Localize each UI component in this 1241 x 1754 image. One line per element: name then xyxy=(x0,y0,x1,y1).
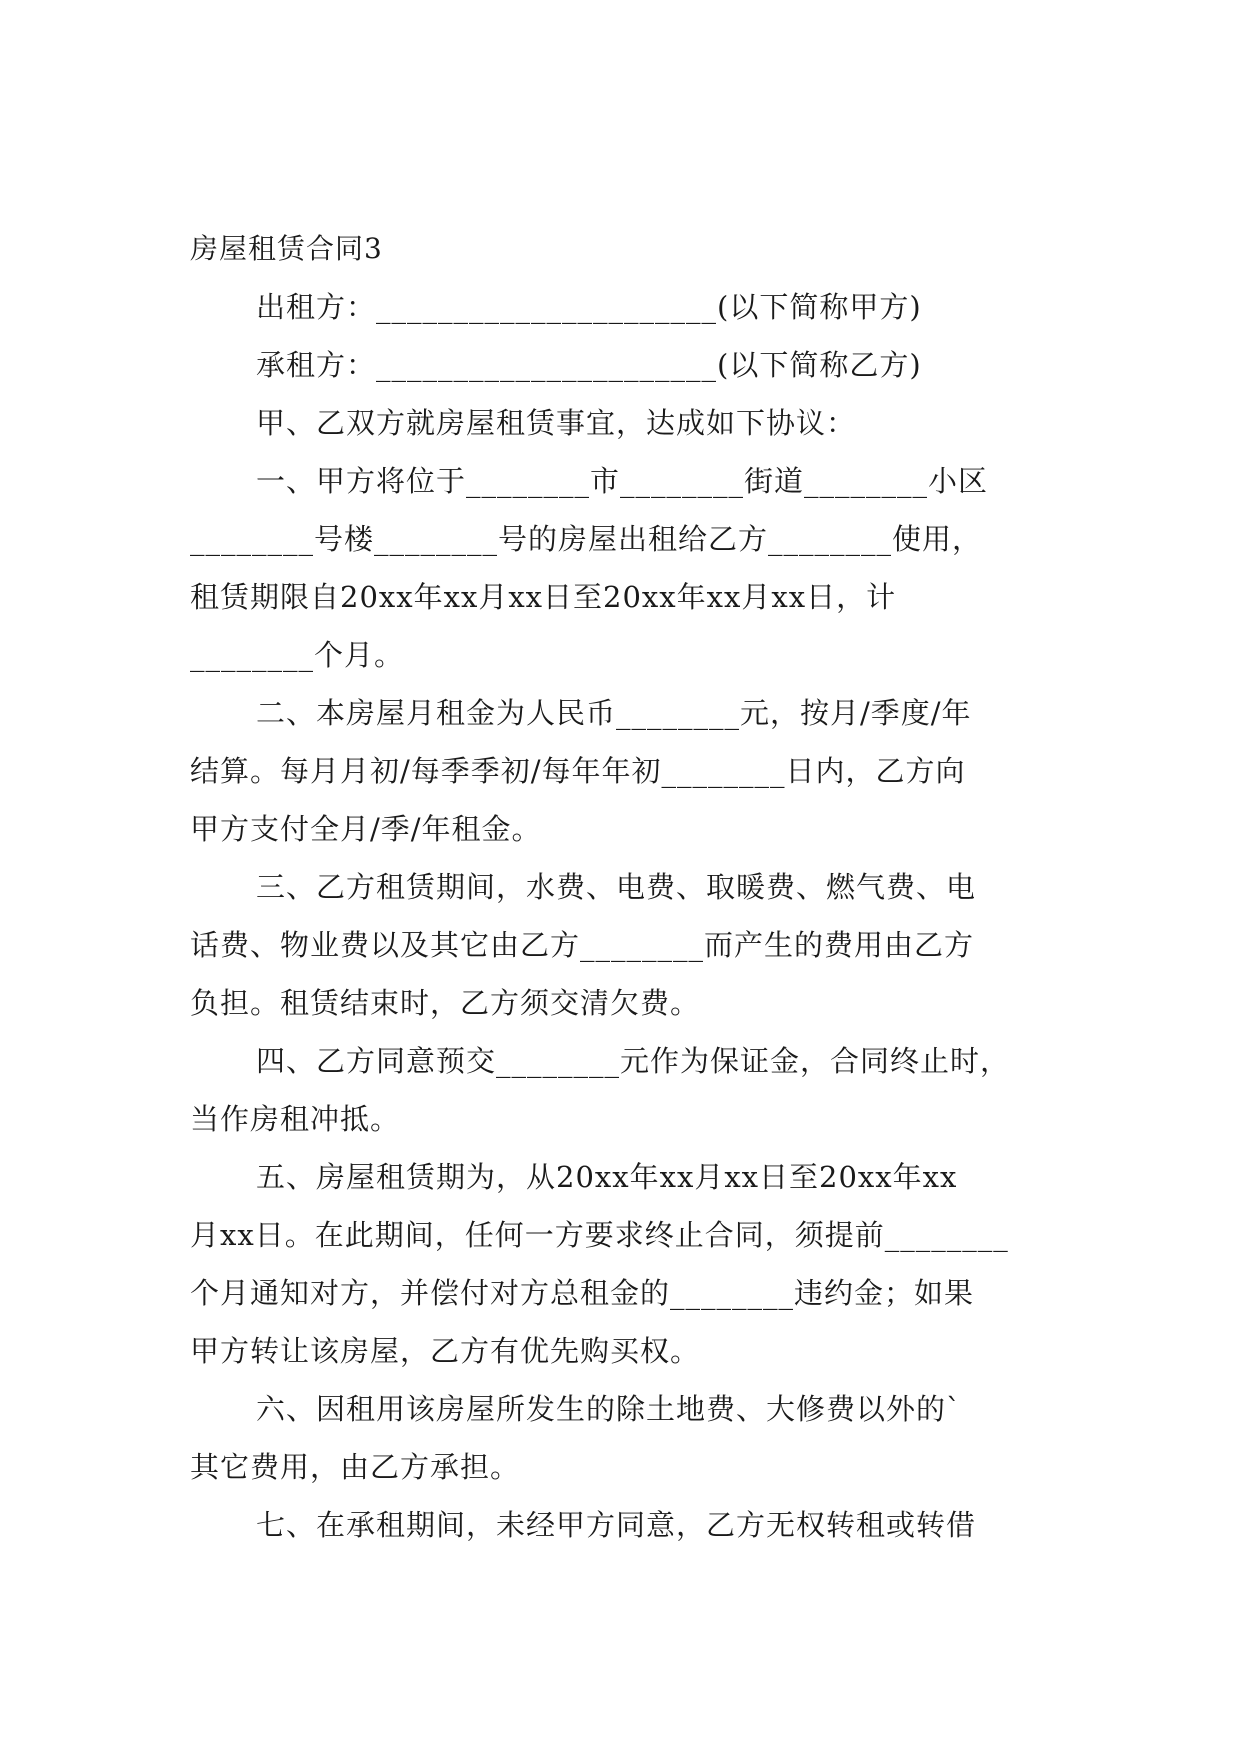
clause-6-line: 其它费用，由乙方承担。 xyxy=(190,1450,521,1484)
clause-3 xyxy=(190,858,1050,1032)
clause-7-line: 七、在承租期间，未经甲方同意，乙方无权转租或转借 xyxy=(256,1508,977,1542)
clause-5-line: 个月通知对方，并偿付对方总租金的________违约金；如果 xyxy=(190,1276,975,1310)
clause-4 xyxy=(190,1032,1050,1148)
clause-3-line: 负担。租赁结束时，乙方须交清欠费。 xyxy=(190,986,701,1020)
contract-page xyxy=(190,220,1050,1554)
clause-5-line: 甲方转让该房屋，乙方有优先购买权。 xyxy=(190,1334,701,1368)
clause-4-line: 当作房租冲抵。 xyxy=(190,1102,401,1136)
clause-2 xyxy=(190,684,1050,858)
clause-4-line: 四、乙方同意预交________元作为保证金，合同终止时， xyxy=(256,1044,1011,1078)
clause-6-line: 六、因租用该房屋所发生的除土地费、大修费以外的` xyxy=(256,1392,962,1426)
clause-1 xyxy=(190,452,1050,684)
clause-5-line: 月xx日。在此期间，任何一方要求终止合同，须提前________ xyxy=(190,1218,1009,1252)
clause-1-line: 租赁期限自20xx年xx月xx日至20xx年xx月xx日，计 xyxy=(190,580,897,614)
clause-6 xyxy=(190,1380,1050,1496)
lessor-line: 出租方：______________________(以下简称甲方) xyxy=(256,290,922,324)
clause-2-line: 结算。每月月初/每季季初/每年年初________日内，乙方向 xyxy=(190,754,966,788)
clause-1-line: 一、甲方将位于________市________街道________小区 xyxy=(256,464,989,498)
clause-1-line: ________个月。 xyxy=(190,638,405,672)
clause-2-line: 甲方支付全月/季/年租金。 xyxy=(190,812,542,846)
clause-5-line: 五、房屋租赁期为，从20xx年xx月xx日至20xx年xx xyxy=(256,1160,958,1194)
clause-7 xyxy=(190,1496,1050,1554)
lessee-line: 承租方：______________________(以下简称乙方) xyxy=(256,348,922,382)
intro-line: 甲、乙双方就房屋租赁事宜，达成如下协议： xyxy=(256,406,857,440)
clause-1-line: ________号楼________号的房屋出租给乙方________使用， xyxy=(190,522,983,556)
clause-5 xyxy=(190,1148,1050,1380)
clause-2-line: 二、本房屋月租金为人民币________元，按月/季度/年 xyxy=(256,696,972,730)
clause-3-line: 三、乙方租赁期间，水费、电费、取暖费、燃气费、电 xyxy=(256,870,977,904)
document-title: 房屋租赁合同3 xyxy=(190,232,383,265)
clause-3-line: 话费、物业费以及其它由乙方________而产生的费用由乙方 xyxy=(190,928,975,962)
